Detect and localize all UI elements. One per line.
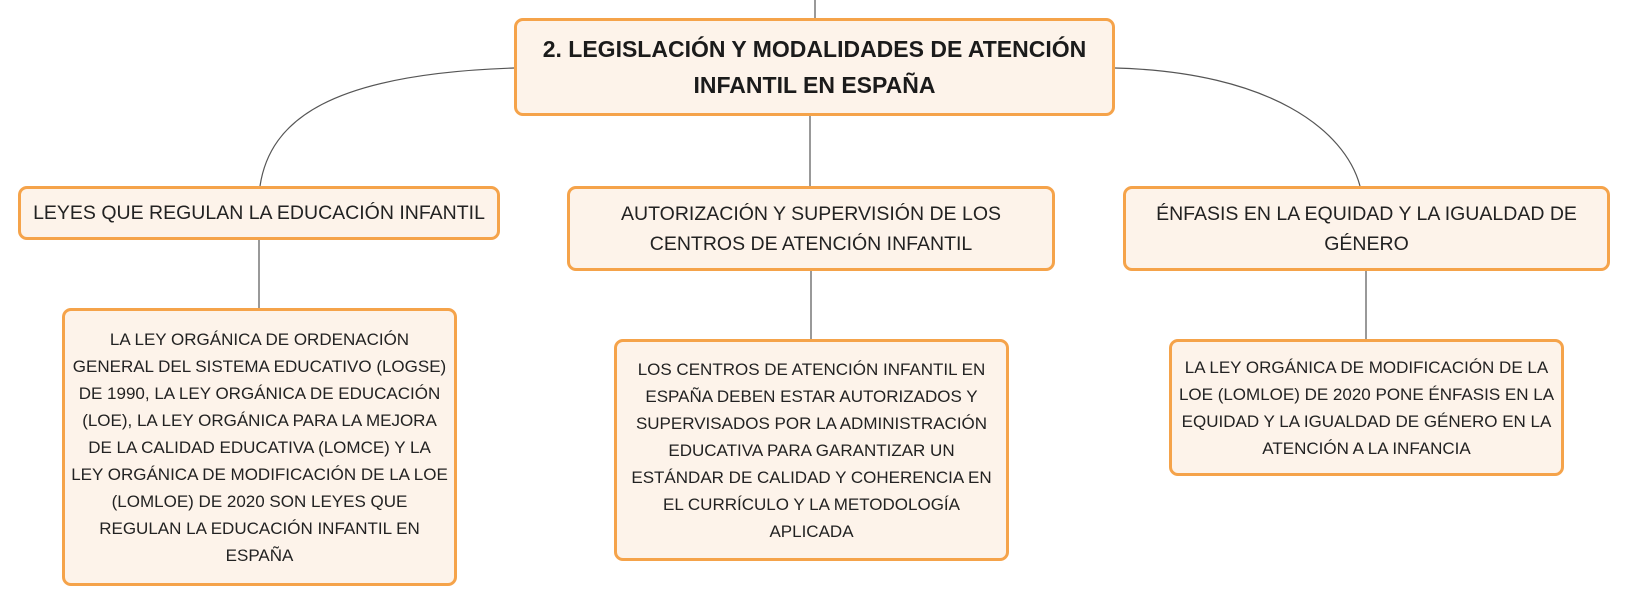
root-node[interactable] — [514, 18, 1115, 116]
detail-text: LA LEY ORGÁNICA DE ORDENACIÓN GENERAL DEL SISTEMA EDUCATIVO (LOGSE) DE 1990, LA LEY ORGÁNICA DE EDUCACIÓN (LOE), LA LEY ORGÁNICA PARA LA MEJORA DE LA CALIDAD EDUCATIVA (LOMCE) Y LA LEY ORGÁNICA DE MODIFICACIÓN DE LA LOE (LOMLOE) DE 2020 SON LEYES QUE REGULAN LA EDUCACIÓN INFANTIL EN ESPAÑA — [71, 329, 448, 565]
branch-node-equity[interactable] — [1123, 186, 1610, 271]
detail-text: LA LEY ORGÁNICA DE MODIFICACIÓN DE LA LOE (LOMLOE) DE 2020 PONE ÉNFASIS EN LA EQUIDAD Y LA IGUALDAD DE GÉNERO EN LA ATENCIÓN A LA INFANCIA — [1178, 357, 1555, 458]
connector-root-to-branch-1 — [260, 68, 514, 186]
branch-label: AUTORIZACIÓN Y SUPERVISIÓN DE LOS CENTROS DE ATENCIÓN INFANTIL — [621, 202, 1001, 255]
root-title: 2. LEGISLACIÓN Y MODALIDADES DE ATENCIÓN INFANTIL EN ESPAÑA — [542, 36, 1087, 98]
detail-node-equity[interactable] — [1169, 339, 1564, 476]
detail-text: LOS CENTROS DE ATENCIÓN INFANTIL EN ESPAÑA DEBEN ESTAR AUTORIZADOS Y SUPERVISADOS POR LA ADMINISTRACIÓN EDUCATIVA PARA GARANTIZAR UN ESTÁNDAR DE CALIDAD Y COHERENCIA EN EL CURRÍCULO Y LA METODOLOGÍA APLICADA — [631, 359, 992, 541]
branch-label: LEYES QUE REGULAN LA EDUCACIÓN INFANTIL — [33, 202, 485, 224]
detail-node-authorization[interactable] — [614, 339, 1009, 561]
branch-node-laws[interactable] — [18, 186, 500, 240]
branch-label: ÉNFASIS EN LA EQUIDAD Y LA IGUALDAD DE GÉNERO — [1156, 202, 1577, 255]
connector-root-to-branch-3 — [1115, 68, 1360, 186]
detail-node-laws[interactable] — [62, 308, 457, 586]
branch-node-authorization[interactable] — [567, 186, 1055, 271]
